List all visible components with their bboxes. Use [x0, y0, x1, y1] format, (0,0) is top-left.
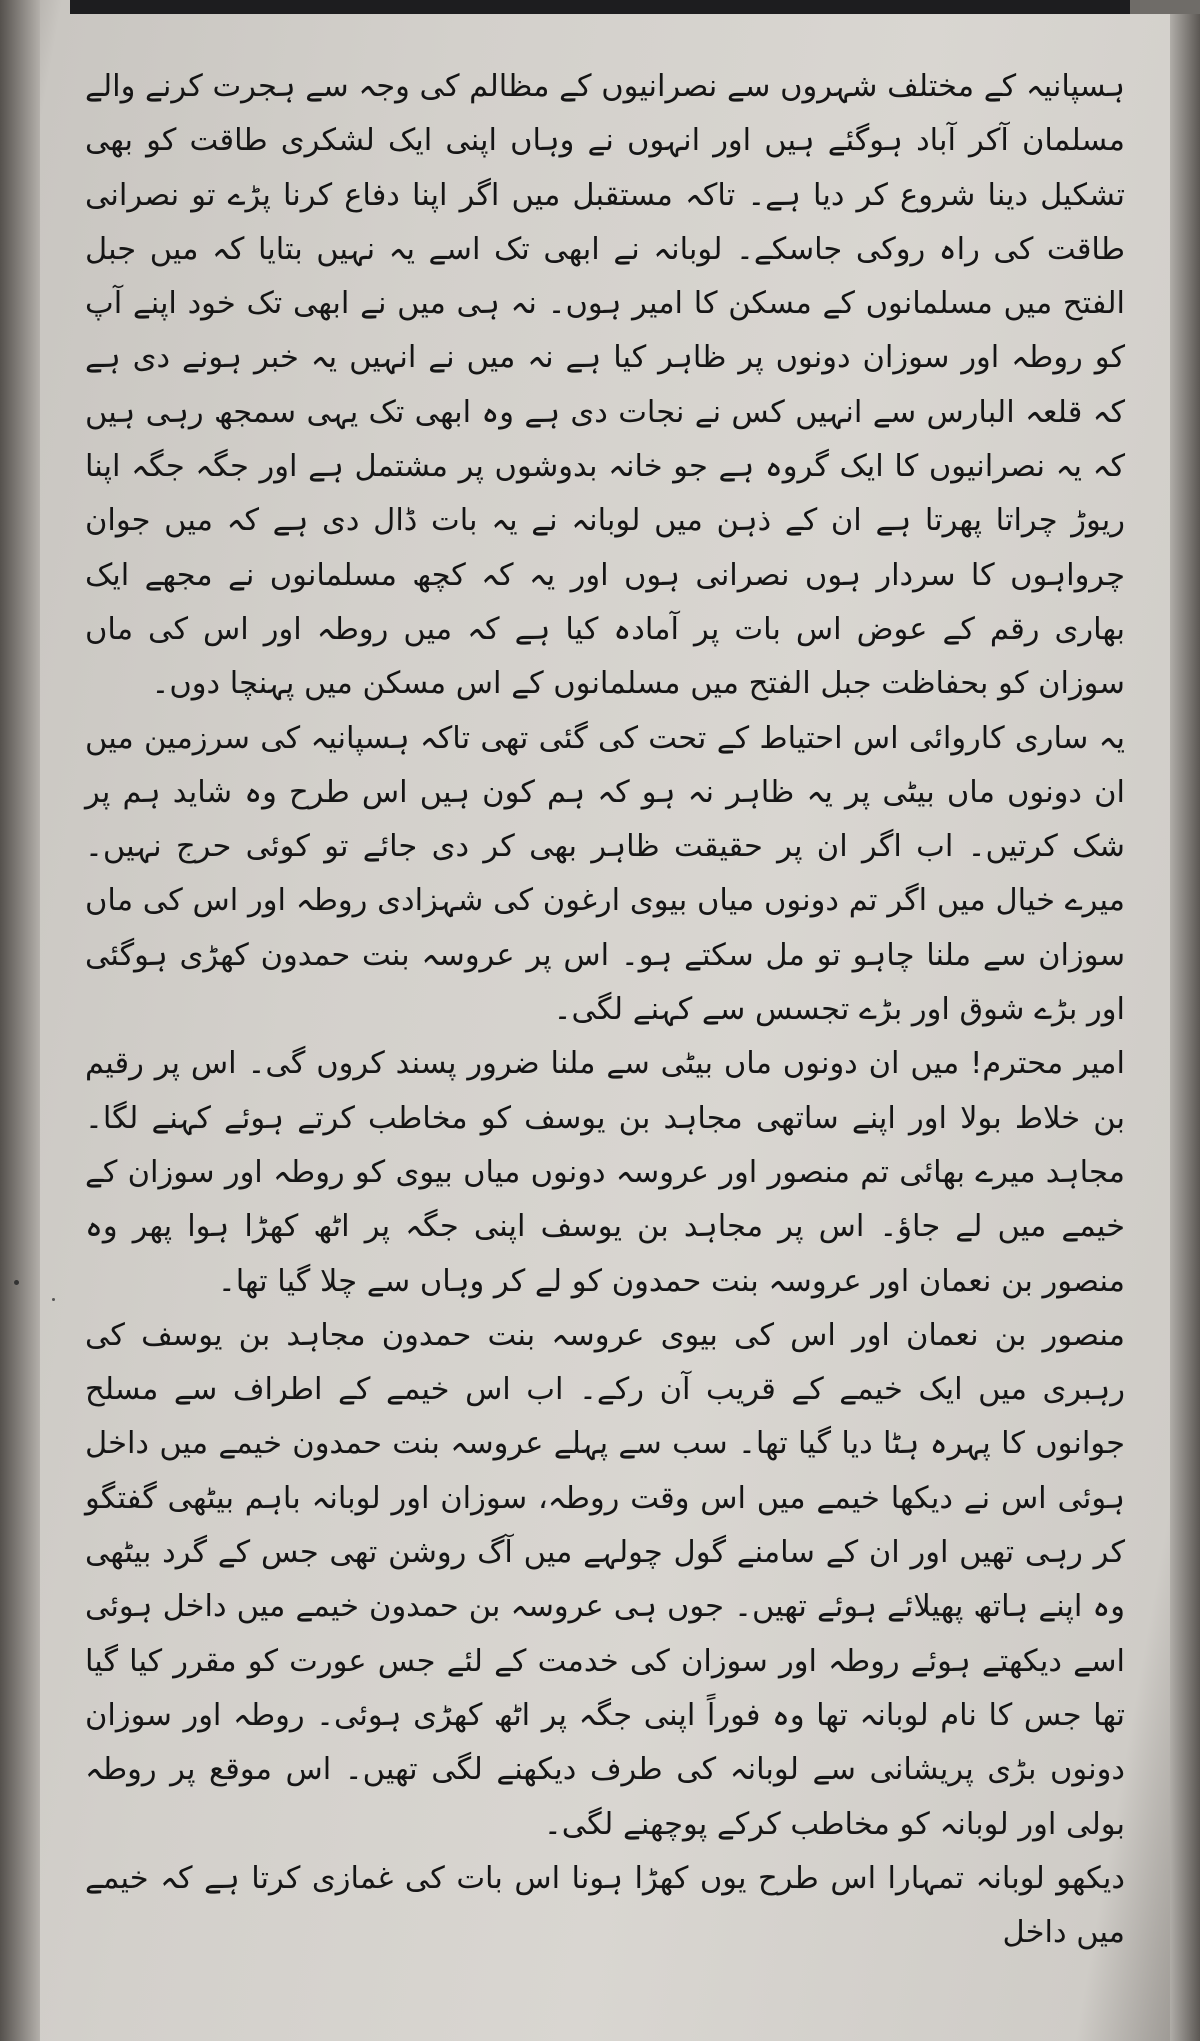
urdu-text-body	[85, 60, 1125, 1960]
paragraph-3: امیر محترم! میں ان دونوں ماں بیٹی سے ملنا ضرور پسند کروں گی۔ اس پر رقیم بن خلاط بولا اور اپنے ساتھی مجاہد بن یوسف کو مخاطب کرتے ہوئے کہنے لگا۔ مجاہد میرے بھائی تم منصور اور عروسہ دونوں میاں بیوی کو روطہ اور سوزان کے خیمے میں لے جاؤ۔ اس پر مجاہد بن یوسف اپنی جگہ پر اٹھ کھڑا ہوا پھر وہ منصور بن نعمان اور عروسہ بنت حمدون کو لے کر وہاں سے چلا گیا تھا۔	[85, 1046, 1125, 1299]
paragraph-2: یہ ساری کاروائی اس احتیاط کے تحت کی گئی تھی تاکہ ہسپانیہ کی سرزمین میں ان دونوں ماں بیٹی پر یہ ظاہر نہ ہو کہ ہم کون ہیں اس طرح وہ شاید ہم پر شک کرتیں۔ اب اگر ان پر حقیقت ظاہر بھی کر دی جائے تو کوئی حرج نہیں۔ میرے خیال میں اگر تم دونوں میاں بیوی ارغون کی شہزادی روطہ اور اس کی ماں سوزان سے ملنا چاہو تو مل سکتے ہو۔ اس پر عروسہ بنت حمدون کھڑی ہوگئی اور بڑے شوق اور بڑے تجسس سے کہنے لگی۔	[85, 720, 1125, 1028]
top-band-end	[1130, 0, 1200, 14]
paragraph-1: ہسپانیہ کے مختلف شہروں سے نصرانیوں کے مظالم کی وجہ سے ہجرت کرنے والے مسلمان آکر آباد ہوگئے ہیں اور انہوں نے وہاں اپنی ایک لشکری طاقت کو بھی تشکیل دینا شروع کر دیا ہے۔ تاکہ مستقبل میں اگر اپنا دفاع کرنا پڑے تو نصرانی طاقت کی راہ روکی جاسکے۔ لوبانہ نے ابھی تک اسے یہ نہیں بتایا کہ میں جبل الفتح میں مسلمانوں کے مسکن کا امیر ہوں۔ نہ ہی میں نے ابھی تک خود اپنے آپ کو روطہ اور سوزان دونوں پر ظاہر کیا ہے نہ میں نے انہیں یہ خبر ہونے دی ہے کہ قلعہ البارس سے انہیں کس نے نجات دی ہے وہ ابھی تک یہی سمجھ رہی ہیں کہ یہ نصرانیوں کا ایک گروہ ہے جو خانہ بدوشوں پر مشتمل ہے اور جگہ جگہ اپنا ریوڑ چراتا پھرتا ہے ان کے ذہن میں لوبانہ نے یہ بات ڈال دی ہے کہ میں جوان چرواہوں کا سردار ہوں نصرانی ہوں اور یہ کہ کچھ مسلمانوں نے مجھے ایک بھاری رقم کے عوض اس بات پر آمادہ کیا ہے کہ میں روطہ اور اس کی ماں سوزان کو بحفاظت جبل الفتح میں مسلمانوں کے اس مسکن میں پہنچا دوں۔	[85, 69, 1125, 702]
paragraph-4: منصور بن نعمان اور اس کی بیوی عروسہ بنت حمدون مجاہد بن یوسف کی رہبری میں ایک خیمے کے قریب آن رکے۔ اب اس خیمے کے اطراف سے مسلح جوانوں کا پہرہ ہٹا دیا گیا تھا۔ سب سے پہلے عروسہ بنت حمدون خیمے میں داخل ہوئی اس نے دیکھا خیمے میں اس وقت روطہ، سوزان اور لوبانہ باہم بیٹھی گفتگو کر رہی تھیں اور ان کے سامنے گول چولہے میں آگ روشن تھی جس کے گرد بیٹھی وہ اپنے ہاتھ پھیلائے ہوئے تھیں۔ جوں ہی عروسہ بن حمدون خیمے میں داخل ہوئی اسے دیکھتے ہوئے روطہ اور سوزان کی خدمت کے لئے جس عورت کو مقرر کیا گیا تھا جس کا نام لوبانہ تھا وہ فوراً اپنی جگہ پر اٹھ کھڑی ہوئی۔ روطہ اور سوزان دونوں بڑی پریشانی سے لوبانہ کی طرف دیکھنے لگی تھیں۔ اس موقع پر روطہ بولی اور لوبانہ کو مخاطب کرکے پوچھنے لگی۔	[85, 1317, 1125, 1842]
margin-dot-small	[52, 1298, 55, 1301]
margin-dot	[14, 1280, 19, 1285]
left-page-shadow	[0, 0, 40, 2041]
right-page-shadow	[1170, 0, 1200, 2041]
top-dark-band	[70, 0, 1130, 14]
paragraph-5: دیکھو لوبانہ تمہارا اس طرح یوں کھڑا ہونا اس بات کی غمازی کرتا ہے کہ خیمے میں داخل	[85, 1860, 1125, 1951]
